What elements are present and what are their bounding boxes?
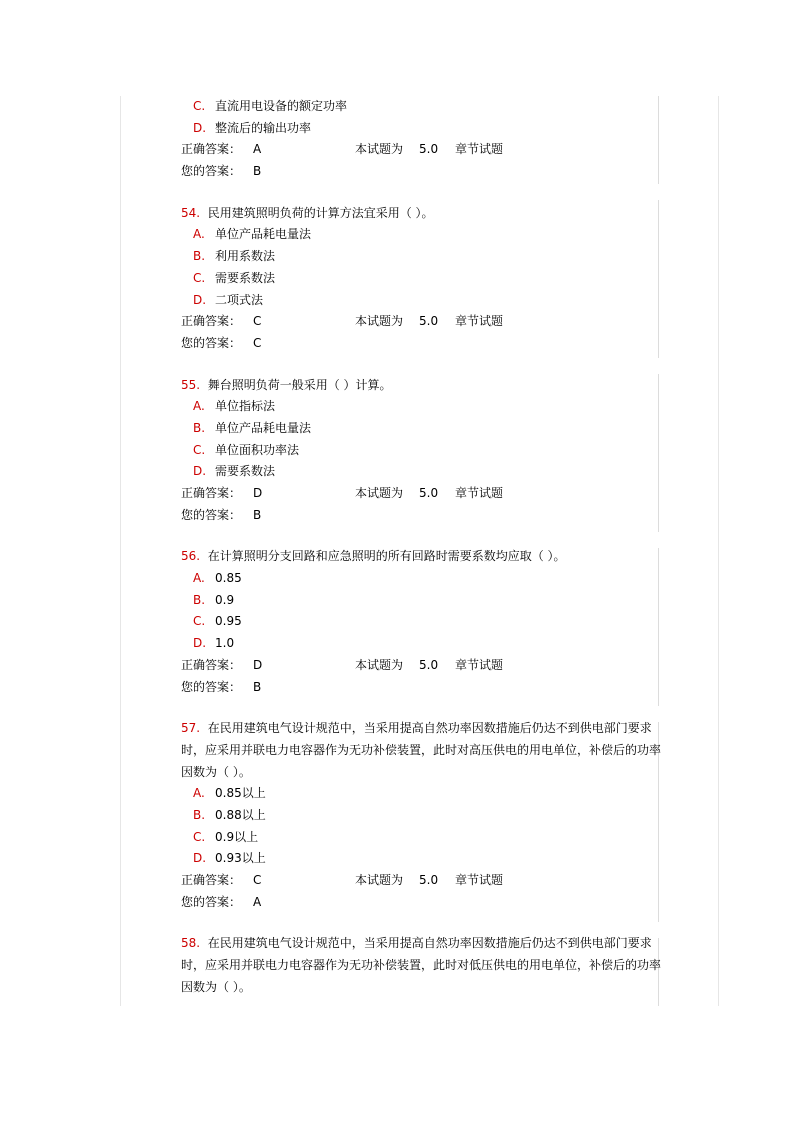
option-text: 0.9 bbox=[215, 592, 235, 607]
question-number: 57. bbox=[181, 721, 201, 736]
your-answer-value: C bbox=[253, 335, 262, 350]
score-value: 5.0 bbox=[419, 486, 439, 501]
option-letter: D. bbox=[193, 851, 207, 866]
correct-answer-value: D bbox=[253, 657, 263, 672]
option-text: 单位面积功率法 bbox=[215, 442, 300, 457]
score-value: 5.0 bbox=[419, 314, 439, 329]
correct-answer-value: D bbox=[253, 486, 263, 501]
question-stem bbox=[181, 718, 661, 783]
question-block bbox=[181, 375, 661, 527]
your-answer-row bbox=[181, 505, 661, 527]
option-row bbox=[181, 118, 661, 140]
section-label: 章节试题 bbox=[455, 314, 504, 329]
option-text: 整流后的输出功率 bbox=[215, 120, 312, 135]
question-block bbox=[181, 933, 661, 998]
option-text: 0.85 bbox=[215, 571, 242, 586]
question-number: 56. bbox=[181, 549, 201, 564]
option-letter: A. bbox=[193, 571, 205, 586]
section-label: 章节试题 bbox=[455, 873, 504, 888]
question-text: 在计算照明分支回路和应急照明的所有回路时需要系数均应取（ ）。 bbox=[207, 549, 566, 564]
correct-answer-label: 正确答案： bbox=[181, 142, 242, 157]
question-stem bbox=[181, 546, 661, 568]
question-stem bbox=[181, 203, 661, 225]
correct-answer-row bbox=[181, 870, 661, 892]
option-letter: C. bbox=[193, 99, 206, 113]
option-text: 单位产品耗电量法 bbox=[215, 420, 312, 435]
question-spacer bbox=[181, 355, 661, 375]
option-row bbox=[181, 827, 661, 849]
option-text: 利用系数法 bbox=[215, 249, 276, 264]
correct-answer-row bbox=[181, 483, 661, 505]
section-label: 章节试题 bbox=[455, 657, 504, 672]
correct-answer-row bbox=[181, 655, 661, 677]
question-block bbox=[181, 203, 661, 355]
section-label: 章节试题 bbox=[455, 142, 504, 157]
question-53-partial bbox=[181, 96, 661, 183]
correct-answer-row bbox=[181, 311, 661, 333]
option-row bbox=[181, 418, 661, 440]
your-answer-row bbox=[181, 892, 661, 914]
option-row bbox=[181, 568, 661, 590]
page-frame-right bbox=[718, 96, 719, 1006]
page-frame-left bbox=[120, 96, 121, 1006]
question-text: 舞台照明负荷一般采用（ ）计算。 bbox=[207, 377, 392, 392]
your-answer-row bbox=[181, 677, 661, 699]
score-value: 5.0 bbox=[419, 657, 439, 672]
question-stem bbox=[181, 375, 661, 397]
option-row bbox=[181, 268, 661, 290]
option-letter: B. bbox=[193, 420, 206, 435]
option-row bbox=[181, 633, 661, 655]
your-answer-value: A bbox=[253, 894, 262, 909]
correct-answer-label: 正确答案： bbox=[181, 873, 242, 888]
correct-answer-label: 正确答案： bbox=[181, 314, 242, 329]
option-letter: B. bbox=[193, 808, 206, 823]
option-row bbox=[181, 805, 661, 827]
your-answer-value: B bbox=[253, 679, 262, 694]
correct-answer-label: 正确答案： bbox=[181, 657, 242, 672]
your-answer-value: B bbox=[253, 164, 262, 179]
option-text: 直流用电设备的额定功率 bbox=[215, 99, 348, 113]
option-letter: C. bbox=[193, 270, 206, 285]
option-text: 0.95 bbox=[215, 614, 242, 629]
option-letter: D. bbox=[193, 120, 207, 135]
your-answer-label: 您的答案： bbox=[181, 679, 242, 694]
question-list bbox=[181, 183, 661, 999]
option-text: 0.9以上 bbox=[215, 829, 259, 844]
option-text: 0.88以上 bbox=[215, 808, 266, 823]
score-label: 本试题为 bbox=[355, 314, 404, 329]
your-answer-label: 您的答案： bbox=[181, 507, 242, 522]
question-number: 55. bbox=[181, 377, 201, 392]
score-label: 本试题为 bbox=[355, 657, 404, 672]
option-text: 单位指标法 bbox=[215, 399, 276, 414]
score-value: 5.0 bbox=[419, 142, 439, 157]
your-answer-label: 您的答案： bbox=[181, 335, 242, 350]
question-block bbox=[181, 546, 661, 698]
option-letter: D. bbox=[193, 464, 207, 479]
option-row bbox=[181, 396, 661, 418]
option-row bbox=[181, 848, 661, 870]
score-label: 本试题为 bbox=[355, 142, 404, 157]
option-letter: A. bbox=[193, 227, 205, 242]
option-text: 需要系数法 bbox=[215, 270, 276, 285]
option-letter: B. bbox=[193, 592, 206, 607]
option-letter: C. bbox=[193, 829, 206, 844]
option-row bbox=[181, 611, 661, 633]
option-row bbox=[181, 590, 661, 612]
option-letter: C. bbox=[193, 614, 206, 629]
option-text: 0.85以上 bbox=[215, 786, 266, 801]
exam-content bbox=[181, 96, 661, 999]
option-row bbox=[181, 96, 661, 118]
option-row bbox=[181, 461, 661, 483]
option-row bbox=[181, 783, 661, 805]
your-answer-label: 您的答案： bbox=[181, 164, 242, 179]
option-row bbox=[181, 246, 661, 268]
section-label: 章节试题 bbox=[455, 486, 504, 501]
question-text: 民用建筑照明负荷的计算方法宜采用（ ）。 bbox=[207, 205, 434, 220]
option-letter: D. bbox=[193, 292, 207, 307]
question-text: 在民用建筑电气设计规范中，当采用提高自然功率因数措施后仍达不到供电部门要求时，应采用并联电力电容器作为无功补偿装置，此时对低压供电的用电单位，补偿后的功率因数为（ ）。 bbox=[181, 936, 662, 994]
your-answer-row bbox=[181, 333, 661, 355]
your-answer-label: 您的答案： bbox=[181, 894, 242, 909]
your-answer-value: B bbox=[253, 507, 262, 522]
option-row bbox=[181, 224, 661, 246]
option-row bbox=[181, 440, 661, 462]
question-spacer bbox=[181, 183, 661, 203]
option-text: 1.0 bbox=[215, 636, 235, 651]
question-number: 58. bbox=[181, 936, 201, 951]
option-text: 需要系数法 bbox=[215, 464, 276, 479]
option-letter: A. bbox=[193, 399, 205, 414]
option-letter: B. bbox=[193, 249, 206, 264]
score-value: 5.0 bbox=[419, 873, 439, 888]
question-text: 在民用建筑电气设计规范中，当采用提高自然功率因数措施后仍达不到供电部门要求时，应采用并联电力电容器作为无功补偿装置，此时对高压供电的用电单位，补偿后的功率因数为（ ）。 bbox=[181, 721, 662, 779]
option-letter: A. bbox=[193, 786, 205, 801]
question-spacer bbox=[181, 913, 661, 933]
correct-answer-row bbox=[181, 139, 661, 161]
your-answer-row bbox=[181, 161, 661, 183]
question-block bbox=[181, 718, 661, 913]
question-stem bbox=[181, 933, 661, 998]
score-label: 本试题为 bbox=[355, 486, 404, 501]
question-spacer bbox=[181, 526, 661, 546]
option-text: 二项式法 bbox=[215, 292, 264, 307]
question-number: 54. bbox=[181, 205, 201, 220]
correct-answer-value: C bbox=[253, 873, 262, 888]
score-label: 本试题为 bbox=[355, 873, 404, 888]
option-text: 单位产品耗电量法 bbox=[215, 227, 312, 242]
option-text: 0.93以上 bbox=[215, 851, 266, 866]
option-letter: C. bbox=[193, 442, 206, 457]
correct-answer-value: A bbox=[253, 142, 262, 157]
correct-answer-label: 正确答案： bbox=[181, 486, 242, 501]
question-spacer bbox=[181, 698, 661, 718]
option-letter: D. bbox=[193, 636, 207, 651]
correct-answer-value: C bbox=[253, 314, 262, 329]
option-row bbox=[181, 290, 661, 312]
